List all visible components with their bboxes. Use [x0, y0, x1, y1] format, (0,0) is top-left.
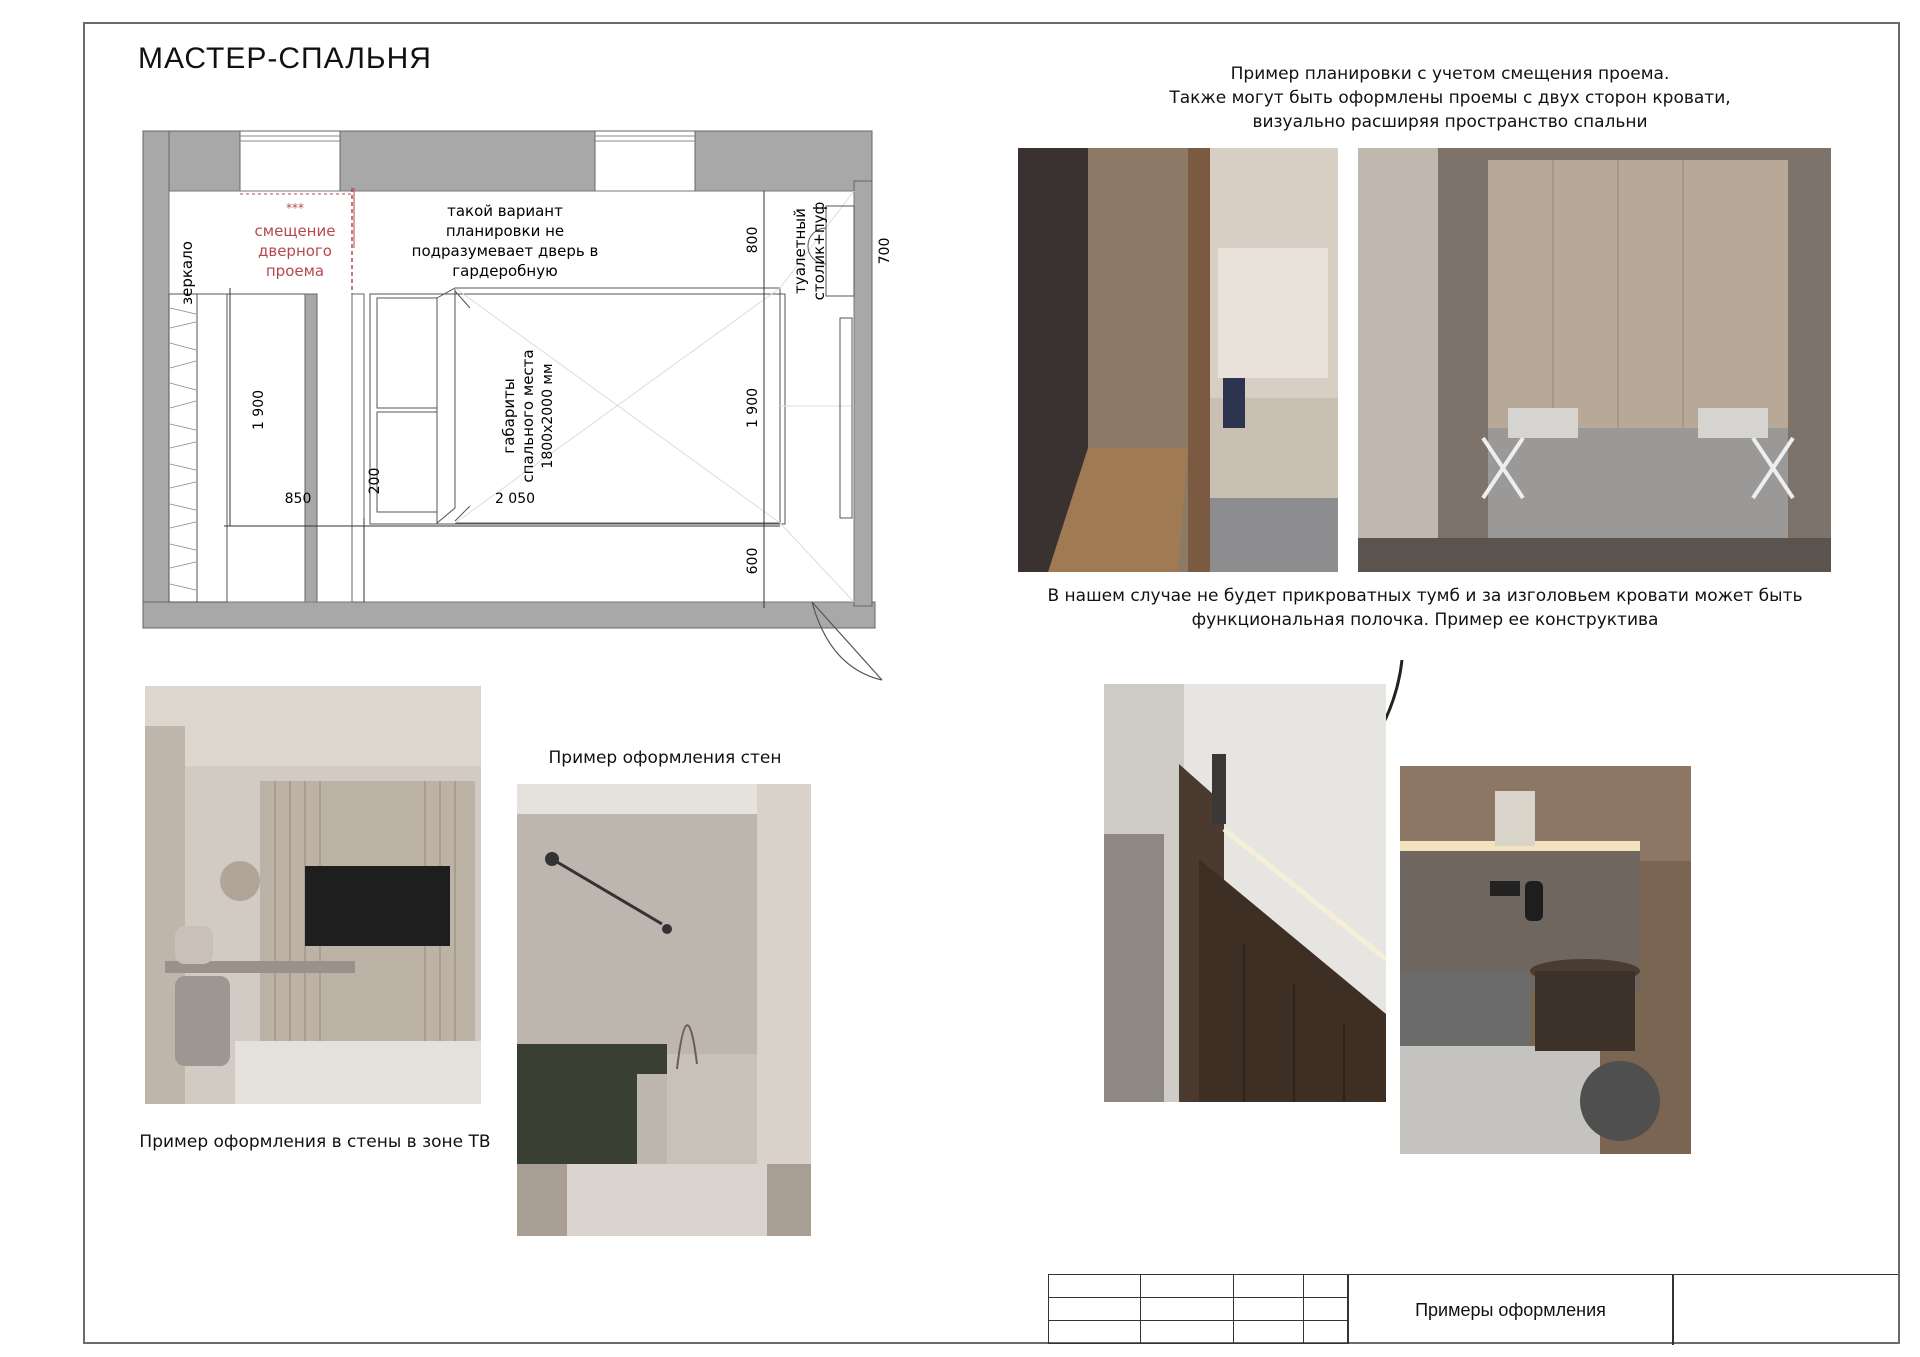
- title-block-grid: [1048, 1274, 1348, 1344]
- caption-tv-zone: Пример оформления в стены в зоне ТВ: [139, 1132, 491, 1152]
- dim-700: 700: [877, 237, 893, 265]
- caption-top-right-line-3: визуально расширяя пространство спальни: [1252, 112, 1648, 132]
- photo-shelf-detail: [1104, 684, 1386, 1102]
- plan-label-bed-1: габариты: [500, 378, 518, 454]
- plan-label-dressing-2: столик+пуф: [810, 201, 828, 301]
- caption-top-right: [1080, 62, 1820, 134]
- dim-2050: 2 050: [494, 491, 536, 507]
- plan-label-variant-3: подразумевает дверь в: [411, 242, 599, 260]
- plan-label-stars: ***: [286, 201, 304, 215]
- plan-label-variant-1: такой вариант: [447, 202, 563, 220]
- plan-label-mirror: зеркало: [178, 241, 196, 305]
- plan-label-bed-2: спального места: [519, 349, 537, 483]
- plan-label-door-shift-3: проема: [265, 262, 325, 280]
- caption-middle-right-line-2: функциональная полочка. Пример ее конструктива: [1191, 610, 1659, 630]
- dim-1900-left: 1 900: [251, 389, 267, 431]
- title-block: [1048, 1274, 1898, 1344]
- caption-top-right-line-2: Также могут быть оформлены проемы с двух сторон кровати,: [1169, 88, 1731, 108]
- caption-top-right-line-1: Пример планировки с учетом смещения проема.: [1230, 64, 1670, 84]
- plan-label-door-shift-1: смещение: [254, 222, 336, 240]
- title-block-divider: [1672, 1275, 1674, 1345]
- plan-label-door-shift-2: дверного: [257, 242, 333, 260]
- caption-middle-right-line-1: В нашем случае не будет прикроватных тумб и за изголовьем кровати может быть: [1047, 586, 1803, 606]
- dim-200: 200: [367, 467, 383, 495]
- photo-headboard-shelf: [1400, 766, 1691, 1154]
- title-block-name-cell: [1348, 1274, 1898, 1344]
- floor-plan: [140, 128, 930, 718]
- plan-label-bed-3: 1800х2000 мм: [540, 363, 556, 469]
- caption-walls: Пример оформления стен: [548, 748, 782, 768]
- photo-tv-zone: [145, 686, 481, 1104]
- photo-bedroom-headboard: [1358, 148, 1831, 572]
- plan-label-variant-4: гардеробную: [452, 262, 558, 280]
- title-block-label: Примеры оформления: [1415, 1299, 1606, 1320]
- caption-middle-right: [1010, 584, 1840, 632]
- dim-800: 800: [745, 226, 761, 254]
- dim-850: 850: [284, 491, 312, 507]
- photo-wall-decor: [517, 784, 811, 1236]
- dim-600: 600: [745, 547, 761, 575]
- photo-corridor-bedroom: [1018, 148, 1338, 572]
- page-title: МАСТЕР-СПАЛЬНЯ: [138, 42, 432, 75]
- plan-label-variant-2: планировки не: [445, 222, 565, 240]
- plan-label-dressing-1: туалетный: [791, 208, 809, 294]
- dim-1900-right: 1 900: [745, 387, 761, 429]
